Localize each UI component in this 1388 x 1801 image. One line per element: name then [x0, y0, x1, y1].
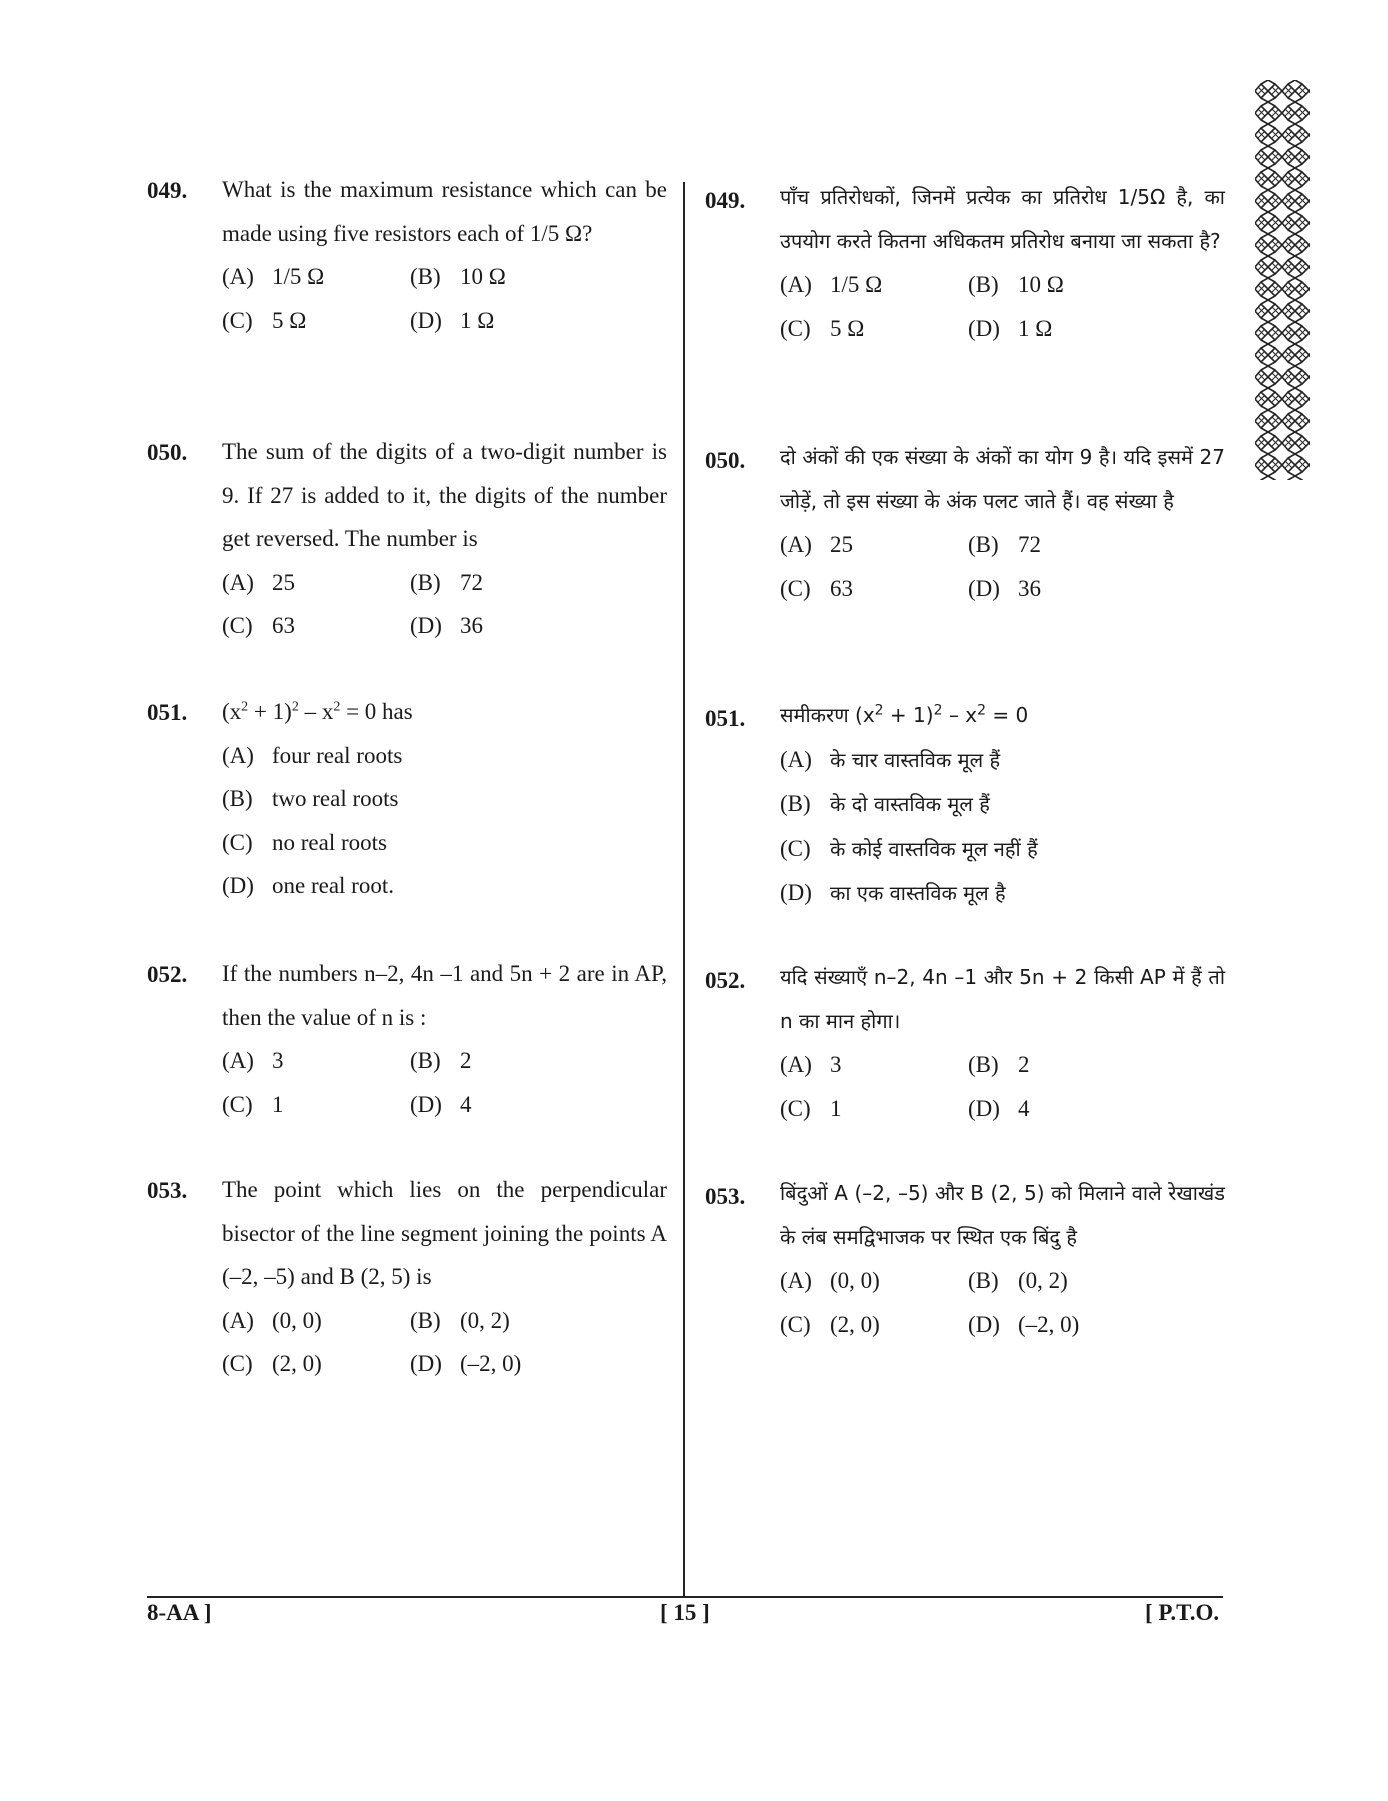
options-grid — [222, 1299, 667, 1386]
options-grid — [222, 1039, 667, 1126]
question-number: 052. — [705, 968, 746, 993]
question-body — [780, 702, 1225, 916]
options-grid — [780, 1043, 1225, 1130]
footer-rule — [147, 1596, 1223, 1598]
option-c[interactable]: (C) 63 — [222, 613, 295, 638]
option-c[interactable]: (C) 5 Ω — [780, 315, 865, 341]
option-c[interactable]: (C) 1 — [780, 1095, 842, 1121]
question-body — [222, 1178, 667, 1386]
option-b[interactable]: (B) (0, 2) — [968, 1268, 1068, 1293]
column-divider — [683, 182, 685, 1596]
option-d[interactable]: (D) 4 — [968, 1095, 1030, 1121]
question-body — [222, 700, 667, 908]
option-d[interactable]: (D) (–2, 0) — [410, 1351, 522, 1376]
question-body — [780, 1181, 1225, 1346]
option-a[interactable]: (A) 1/5 Ω — [780, 272, 883, 297]
option-a[interactable]: (A) 25 — [780, 532, 853, 557]
booklet-code: 8-AA ] — [147, 1600, 212, 1625]
options-grid — [780, 523, 1225, 610]
question-text: The sum of the digits of a two-digit number is 9. If 27 is added to it, the digits of the number get reversed. The number is — [222, 439, 667, 551]
option-a[interactable]: (A) 3 — [222, 1048, 284, 1073]
option-c[interactable]: (C) 5 Ω — [222, 307, 307, 333]
options-list — [780, 738, 1225, 916]
option-a[interactable]: (A) four real roots — [222, 742, 403, 768]
option-b[interactable]: (B) 2 — [410, 1048, 472, 1073]
options-list — [222, 734, 667, 908]
question-body — [780, 965, 1225, 1130]
question-number: 051. — [705, 706, 746, 731]
option-c[interactable]: (C) 63 — [780, 575, 853, 601]
option-c[interactable]: (C) (2, 0) — [222, 1351, 322, 1376]
question-number: 053. — [705, 1184, 746, 1209]
question-text: What is the maximum resistance which can be made using five resistors each of 1/5 Ω? — [222, 177, 667, 246]
question-text: यदि संख्याएँ n–2, 4n –1 और 5n + 2 किसी AP में हैं तो n का मान होगा। — [780, 965, 1225, 1033]
option-b[interactable]: (B) 72 — [968, 532, 1041, 557]
question-number: 049. — [705, 188, 746, 213]
option-b[interactable]: (B) 10 Ω — [968, 272, 1064, 297]
question-text: The point which lies on the perpendicular bisector of the line segment joining the points A (–2, –5) and B (2, 5) is — [222, 1177, 667, 1289]
question-body — [780, 445, 1225, 610]
option-d[interactable]: (D) one real root. — [222, 873, 394, 898]
question-body — [222, 440, 667, 648]
question-number: 050. — [705, 448, 746, 473]
option-a[interactable]: (A) 3 — [780, 1052, 842, 1077]
option-d[interactable]: (D) (–2, 0) — [968, 1311, 1080, 1337]
options-grid — [780, 263, 1225, 350]
question-body — [222, 962, 667, 1126]
option-a[interactable]: (A) 25 — [222, 569, 295, 595]
question-body — [222, 178, 667, 342]
option-b[interactable]: (B) के दो वास्तविक मूल हैं — [780, 791, 990, 816]
options-grid — [780, 1259, 1225, 1346]
option-a[interactable]: (A) (0, 0) — [780, 1268, 880, 1293]
question-number: 050. — [147, 440, 188, 465]
question-number: 053. — [147, 1178, 188, 1203]
option-d[interactable]: (D) 36 — [410, 613, 483, 638]
option-a[interactable]: (A) के चार वास्तविक मूल हैं — [780, 746, 1001, 772]
option-b[interactable]: (B) 2 — [968, 1052, 1030, 1077]
options-grid — [222, 255, 667, 342]
option-a[interactable]: (A) 1/5 Ω — [222, 264, 325, 289]
question-number: 049. — [147, 178, 188, 203]
option-d[interactable]: (D) 4 — [410, 1091, 472, 1117]
option-d[interactable]: (D) 1 Ω — [410, 307, 495, 333]
page-number: [ 15 ] — [660, 1600, 710, 1625]
question-text: पाँच प्रतिरोधकों, जिनमें प्रत्येक का प्रतिरोध 1/5Ω है, का उपयोग करते कितना अधिकतम प्रतिरोध बनाया जा सकता है? — [780, 185, 1225, 253]
option-b[interactable]: (B) two real roots — [222, 786, 399, 811]
option-d[interactable]: (D) 1 Ω — [968, 315, 1053, 341]
option-d[interactable]: (D) 36 — [968, 575, 1041, 601]
option-b[interactable]: (B) 10 Ω — [410, 264, 506, 289]
option-b[interactable]: (B) 72 — [410, 569, 483, 595]
question-text: $(x^2 + 1)^2 - x^2 = 0$ has — [222, 699, 413, 724]
question-body — [780, 185, 1225, 350]
option-a[interactable]: (A) (0, 0) — [222, 1307, 322, 1333]
decorative-border-pattern — [1255, 80, 1310, 480]
pto-label: [ P.T.O. — [1145, 1600, 1220, 1625]
option-b[interactable]: (B) (0, 2) — [410, 1307, 510, 1333]
question-number: 051. — [147, 700, 188, 725]
option-c[interactable]: (C) 1 — [222, 1091, 284, 1117]
option-c[interactable]: (C) no real roots — [222, 829, 387, 855]
question-number: 052. — [147, 962, 188, 987]
question-text: बिंदुओं A (–2, –5) और B (2, 5) को मिलाने वाले रेखाखंड के लंब समद्विभाजक पर स्थित एक बिंदु है — [780, 1181, 1225, 1249]
option-c[interactable]: (C) के कोई वास्तविक मूल नहीं हैं — [780, 835, 1038, 861]
option-d[interactable]: (D) का एक वास्तविक मूल है — [780, 880, 1006, 905]
question-text: दो अंकों की एक संख्या के अंकों का योग 9 है। यदि इसमें 27 जोड़ें, तो इस संख्या के अंक पलट जाते हैं। वह संख्या है — [780, 445, 1225, 513]
question-text: If the numbers n–2, 4n –1 and 5n + 2 are in AP, then the value of n is : — [222, 961, 667, 1030]
options-grid — [222, 561, 667, 648]
question-text: समीकरण $(x^2 + 1)^2 - x^2 = 0$ — [780, 702, 1029, 727]
option-c[interactable]: (C) (2, 0) — [780, 1311, 880, 1337]
